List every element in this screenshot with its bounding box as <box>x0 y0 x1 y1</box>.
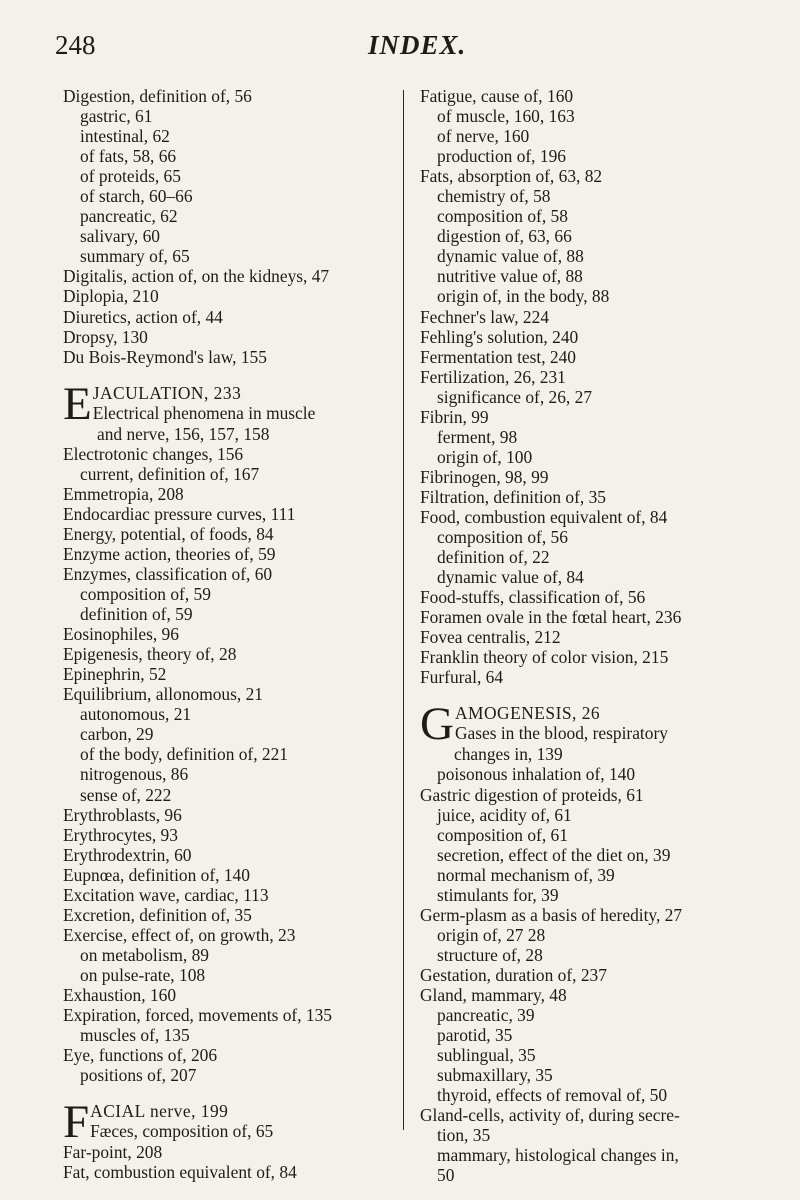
index-entry: Excitation wave, cardiac, 113 <box>63 884 269 905</box>
index-entry: Fovea centralis, 212 <box>420 627 561 648</box>
index-entry: mammary, histological changes in, <box>437 1145 679 1166</box>
index-entry: Enzymes, classification of, 60 <box>63 563 273 584</box>
index-entry: intestinal, 62 <box>80 126 170 147</box>
index-entry: carbon, 29 <box>80 724 154 745</box>
index-entry: muscles of, 135 <box>80 1025 190 1046</box>
index-entry: Furfural, 64 <box>420 667 504 688</box>
index-entry: salivary, 60 <box>80 226 161 247</box>
index-entry: gastric, 61 <box>80 106 153 127</box>
index-entry: Filtration, definition of, 35 <box>420 486 606 507</box>
index-entry: of the body, definition of, 221 <box>80 744 289 765</box>
index-entry: positions of, 207 <box>80 1065 197 1086</box>
index-entry: 50 <box>437 1165 455 1186</box>
index-entry: chemistry of, 58 <box>437 186 551 207</box>
index-entry: Emmetropia, 208 <box>63 483 184 504</box>
index-entry: normal mechanism of, 39 <box>437 864 615 885</box>
index-entry: Gestation, duration of, 237 <box>420 964 607 985</box>
index-entry: of muscle, 160, 163 <box>437 106 575 127</box>
page-header <box>0 22 800 62</box>
index-entry: JACULATION, 233 <box>92 382 242 403</box>
index-entry: dynamic value of, 88 <box>437 246 584 267</box>
block-d <box>63 86 403 367</box>
section-gap <box>63 1085 403 1101</box>
index-entry: and nerve, 156, 157, 158 <box>97 423 270 444</box>
index-entry: dynamic value of, 84 <box>437 567 584 588</box>
index-entry: Electrical phenomena in muscle <box>92 402 316 423</box>
index-entry: composition of, 58 <box>437 206 568 227</box>
index-entry: Fatigue, cause of, 160 <box>420 86 574 106</box>
section-g <box>420 698 765 1186</box>
index-entry: Franklin theory of color vision, 215 <box>420 647 669 668</box>
index-entry: Fæces, composition of, 65 <box>90 1121 274 1142</box>
index-entry: Eupnœa, definition of, 140 <box>63 864 250 885</box>
section-e <box>63 377 403 1086</box>
index-entry: Erythrodextrin, 60 <box>63 844 192 865</box>
index-entry: production of, 196 <box>437 146 566 167</box>
index-entry: Fibrin, 99 <box>420 406 489 427</box>
drop-cap-f: F <box>63 1096 90 1149</box>
index-entry: structure of, 28 <box>437 944 543 965</box>
index-entry: Energy, potential, of foods, 84 <box>63 523 274 544</box>
index-entry: origin of, 100 <box>437 446 533 467</box>
index-entry: parotid, 35 <box>437 1025 513 1046</box>
index-entry: Expiration, forced, movements of, 135 <box>63 1005 333 1026</box>
section-f <box>63 1096 403 1183</box>
column-divider <box>403 90 404 1130</box>
index-entry: autonomous, 21 <box>80 704 192 725</box>
left-column <box>63 86 403 1182</box>
section-g-entries <box>420 744 765 1185</box>
index-entry: origin of, 27 28 <box>437 924 546 945</box>
index-entry: pancreatic, 62 <box>80 206 178 227</box>
section-f-entries <box>63 1142 403 1182</box>
index-entry: Far-point, 208 <box>63 1142 163 1163</box>
index-entry: Eye, functions of, 206 <box>63 1045 218 1066</box>
index-entry: stimulants for, 39 <box>437 884 559 905</box>
index-entry: nutritive value of, 88 <box>437 266 583 287</box>
index-entry: ferment, 98 <box>437 426 518 447</box>
index-entry: digestion of, 63, 66 <box>437 226 572 247</box>
index-entry: Enzyme action, theories of, 59 <box>63 543 276 564</box>
index-entry: changes in, 139 <box>454 744 563 765</box>
index-entry: current, definition of, 167 <box>80 463 260 484</box>
index-entry: Exercise, effect of, on growth, 23 <box>63 924 296 945</box>
index-entry: secretion, effect of the diet on, 39 <box>437 844 671 865</box>
index-entry: Digitalis, action of, on the kidneys, 47 <box>63 266 330 287</box>
index-entry: Germ-plasm as a basis of heredity, 27 <box>420 904 683 925</box>
index-entry: sense of, 222 <box>80 784 172 805</box>
index-entry: Fermentation test, 240 <box>420 346 577 367</box>
index-entry: Diplopia, 210 <box>63 286 159 307</box>
index-entry: Erythrocytes, 93 <box>63 824 178 845</box>
index-entry: Endocardiac pressure curves, 111 <box>63 503 296 524</box>
page-number: 248 <box>55 30 96 60</box>
index-entry: Eosinophiles, 96 <box>63 624 179 645</box>
index-entry: of starch, 60–66 <box>80 186 193 207</box>
index-entry: Gases in the blood, respiratory <box>454 723 668 744</box>
index-entry: Dropsy, 130 <box>63 326 148 347</box>
section-gap <box>63 367 403 383</box>
index-entry: of nerve, 160 <box>437 126 530 147</box>
index-entry: Epinephrin, 52 <box>63 664 167 685</box>
running-head: INDEX. <box>368 30 467 60</box>
index-entry: Equilibrium, allonomous, 21 <box>63 684 263 705</box>
drop-cap-g: G <box>420 698 454 751</box>
index-entry: submaxillary, 35 <box>437 1065 553 1086</box>
index-entry: summary of, 65 <box>80 246 190 267</box>
index-entry: Epigenesis, theory of, 28 <box>63 644 237 665</box>
index-entry: ACIAL nerve, 199 <box>90 1101 229 1122</box>
index-entry: Gastric digestion of proteids, 61 <box>420 784 644 805</box>
index-entry: Fat, combustion equivalent of, 84 <box>63 1162 297 1183</box>
index-entry: composition of, 61 <box>437 824 568 845</box>
index-entry: Food, combustion equivalent of, 84 <box>420 506 668 527</box>
index-entry: Electrotonic changes, 156 <box>63 443 244 464</box>
index-entry: Gland, mammary, 48 <box>420 984 567 1005</box>
index-entry: pancreatic, 39 <box>437 1005 535 1026</box>
index-entry: of proteids, 65 <box>80 166 181 187</box>
index-entry: Excretion, definition of, 35 <box>63 904 252 925</box>
index-entry: on metabolism, 89 <box>80 944 209 965</box>
index-entry: Diuretics, action of, 44 <box>63 306 223 327</box>
index-entry: Fats, absorption of, 63, 82 <box>420 166 603 187</box>
index-entry: Du Bois-Reymond's law, 155 <box>63 346 267 367</box>
index-entry: AMOGENESIS, 26 <box>454 703 601 724</box>
index-entry: Fibrinogen, 98, 99 <box>420 466 549 487</box>
index-entry: Gland-cells, activity of, during secre- <box>420 1105 680 1126</box>
index-entry: of fats, 58, 66 <box>80 146 177 167</box>
section-e-entries <box>63 424 403 1086</box>
index-entry: Exhaustion, 160 <box>63 984 177 1005</box>
index-entry: poisonous inhalation of, 140 <box>437 764 636 785</box>
index-entry: Fertilization, 26, 231 <box>420 366 566 387</box>
index-entry: nitrogenous, 86 <box>80 764 189 785</box>
index-entry: composition of, 59 <box>80 584 211 605</box>
index-entry: sublingual, 35 <box>437 1045 536 1066</box>
index-entry: significance of, 26, 27 <box>437 386 593 407</box>
section-gap <box>420 687 765 703</box>
index-entry: tion, 35 <box>437 1125 491 1146</box>
index-entry: Digestion, definition of, 56 <box>63 86 252 106</box>
index-entry: composition of, 56 <box>437 527 568 548</box>
index-entry: Erythroblasts, 96 <box>63 804 182 825</box>
right-column <box>420 86 765 1185</box>
index-entry: thyroid, effects of removal of, 50 <box>437 1085 668 1106</box>
index-entry: juice, acidity of, 61 <box>437 804 572 825</box>
index-entry: Fechner's law, 224 <box>420 306 550 327</box>
index-entry: Food-stuffs, classification of, 56 <box>420 587 646 608</box>
index-entry: origin of, in the body, 88 <box>437 286 610 307</box>
index-entry: definition of, 22 <box>437 547 550 568</box>
index-entry: Foramen ovale in the fœtal heart, 236 <box>420 607 682 628</box>
index-entry: definition of, 59 <box>80 604 193 625</box>
drop-cap-e: E <box>63 377 92 430</box>
index-entry: on pulse-rate, 108 <box>80 964 206 985</box>
index-entry: Fehling's solution, 240 <box>420 326 579 347</box>
block-f <box>420 86 765 687</box>
